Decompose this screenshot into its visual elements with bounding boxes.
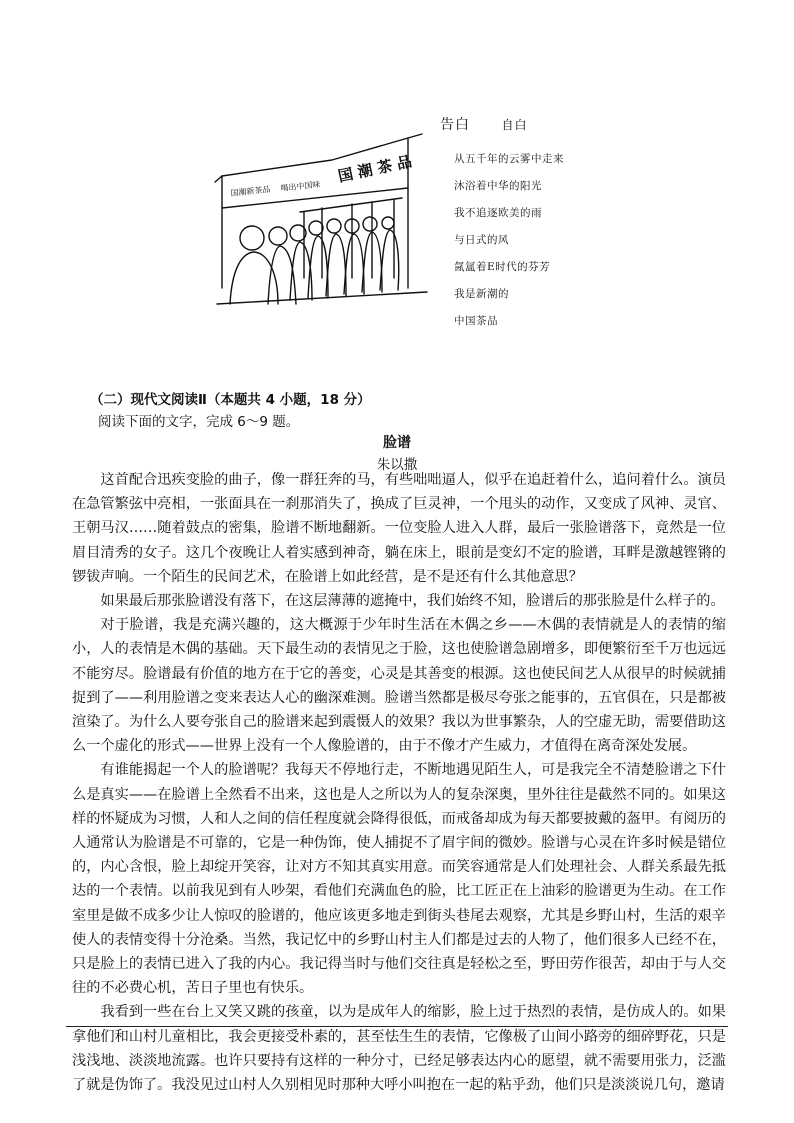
banner-right: 喝出中国味 bbox=[280, 179, 321, 193]
reading-instruction: 阅读下面的文字，完成 6～9 题。 bbox=[98, 414, 300, 430]
poem-line: 氤氲着E时代的芬芳 bbox=[454, 261, 551, 273]
paragraph: 如果最后那张脸谱没有落下，在这层薄薄的遮掩中，我们始终不知，脸谱后的那张脸是什么样子的。 bbox=[100, 593, 725, 610]
poem-line: 我是新潮的 bbox=[454, 288, 509, 300]
poem-line: 与日式的风 bbox=[454, 234, 509, 246]
shop-sign: 国潮茶品 bbox=[336, 151, 419, 186]
footer-divider bbox=[66, 1026, 728, 1027]
poem-line: 从五千年的云雾中走来 bbox=[454, 153, 564, 165]
section-heading: （二）现代文阅读Ⅱ（本题共 4 小题，18 分） bbox=[90, 392, 371, 408]
article-title: 脸谱 bbox=[383, 435, 411, 451]
article-author: 朱以撒 bbox=[376, 457, 418, 473]
paragraph: 这首配合迅疾变脸的曲子，像一群狂奔的马，有些咄咄逼人，似乎在追赶着什么，追问着什么。演员在急管繁弦中亮相，一张面具在一刹那消失了，换成了巨灵神，一个甩头的动作，又变成了风神、灵官、王朝马汉……随着鼓点的密集，脸谱不断地翻新。一位变脸人进入人群，最后一张脸谱落下，竟然是一位眉目清秀的女子。这几个夜晚让人着实感到神奇，躺在床上，眼前是变幻不定的脸谱，耳畔是激越铿锵的锣钹声响。一个陌生的民间艺术，在脸谱上如此经营，是不是还有什么其他意思？ bbox=[72, 472, 726, 585]
poem-line: 沐浴着中华的阳光 bbox=[454, 180, 542, 192]
banner-left: 国潮新茶品 bbox=[230, 184, 271, 198]
poem-header bbox=[440, 114, 660, 134]
paragraph: 我看到一些在台上又笑又跳的孩童，以为是成年人的缩影，脸上过于热烈的表情，是仿成人的。如果拿他们和山村儿童相比，我会更接受朴素的，甚至怯生生的表情，它像极了山间小路旁的细碎野花，只是浅浅地、淡淡地流露。也许只要持有这样的一种分寸，已经足够表达内心的愿望，就不需要用张力，泛滥了就是伪饰了。我没见过山村人久别相见时那种大呼小叫抱在一起的粘乎劲，他们只是淡淡说几句，邀请 bbox=[72, 1004, 726, 1094]
paragraph: 有谁能揭起一个人的脸谱呢？我每天不停地行走，不断地遇见陌生人，可是我完全不清楚脸谱之下什么是真实——在脸谱上全然看不出来，这也是人之所以为人的复杂深奥，里外往往是截然不同的。如果这样的怀疑成为习惯，人和人之间的信任程度就会降得很低，而戒备却成为每天都要披戴的盔甲。有阅历的人通常认为脸谱是不可靠的，它是一种伪饰，使人捕捉不了眉宇间的微妙。脸谱与心灵在许多时候是错位的，内心含恨，脸上却绽开笑容，让对方不知其真实用意。而笑容通常是人们处理社会、人群关系最先抵达的一个表情。以前我见到有人吵架，看他们充满血色的脸，比工匠正在上油彩的脸谱更为生动。在工作室里是做不成多少让人惊叹的脸谱的，他应该更多地走到街头巷尾去观察，尤其是乡野山村，生活的艰辛使人的表情变得十分沧桑。当然，我记忆中的乡野山村主人们都是过去的人物了，他们很多人已经不在，只是脸上的表情已进入了我的内心。我记得当时与他们交往真是轻松之至，野田劳作很苦，却由于与人交往的不必费心机，苦日子里也有快乐。 bbox=[72, 762, 726, 997]
poem-title: 告白 bbox=[440, 117, 470, 133]
poem-line: 我不追逐欧美的雨 bbox=[454, 207, 542, 219]
poem-author: 自白 bbox=[501, 118, 528, 132]
poem bbox=[440, 114, 660, 335]
tea-shop-illustration bbox=[212, 108, 430, 308]
paragraph: 对于脸谱，我是充满兴趣的，这大概源于少年时生活在木偶之乡——木偶的表情就是人的表情的缩小，人的表情是木偶的基础。天下最生动的表情见之于脸，这也使脸谱急剧增多，即便繁衍至千万也远远不能穷尽。脸谱最有价值的地方在于它的善变，心灵是其善变的根源。这也使民间艺人从很早的时候就捕捉到了——利用脸谱之变来表达人心的幽深难测。脸谱当然都是极尽夸张之能事的，五官俱在，只是都被渲染了。为什么人要夸张自己的脸谱来起到震慑人的效果？我以为世事繁杂，人的空虚无助，需要借助这么一个虚化的形式——世界上没有一个人像脸谱的，由于不像才产生威力，才值得在离奇深处发展。 bbox=[72, 617, 726, 755]
poem-line: 中国茶品 bbox=[454, 315, 498, 327]
article-body bbox=[72, 468, 726, 1097]
